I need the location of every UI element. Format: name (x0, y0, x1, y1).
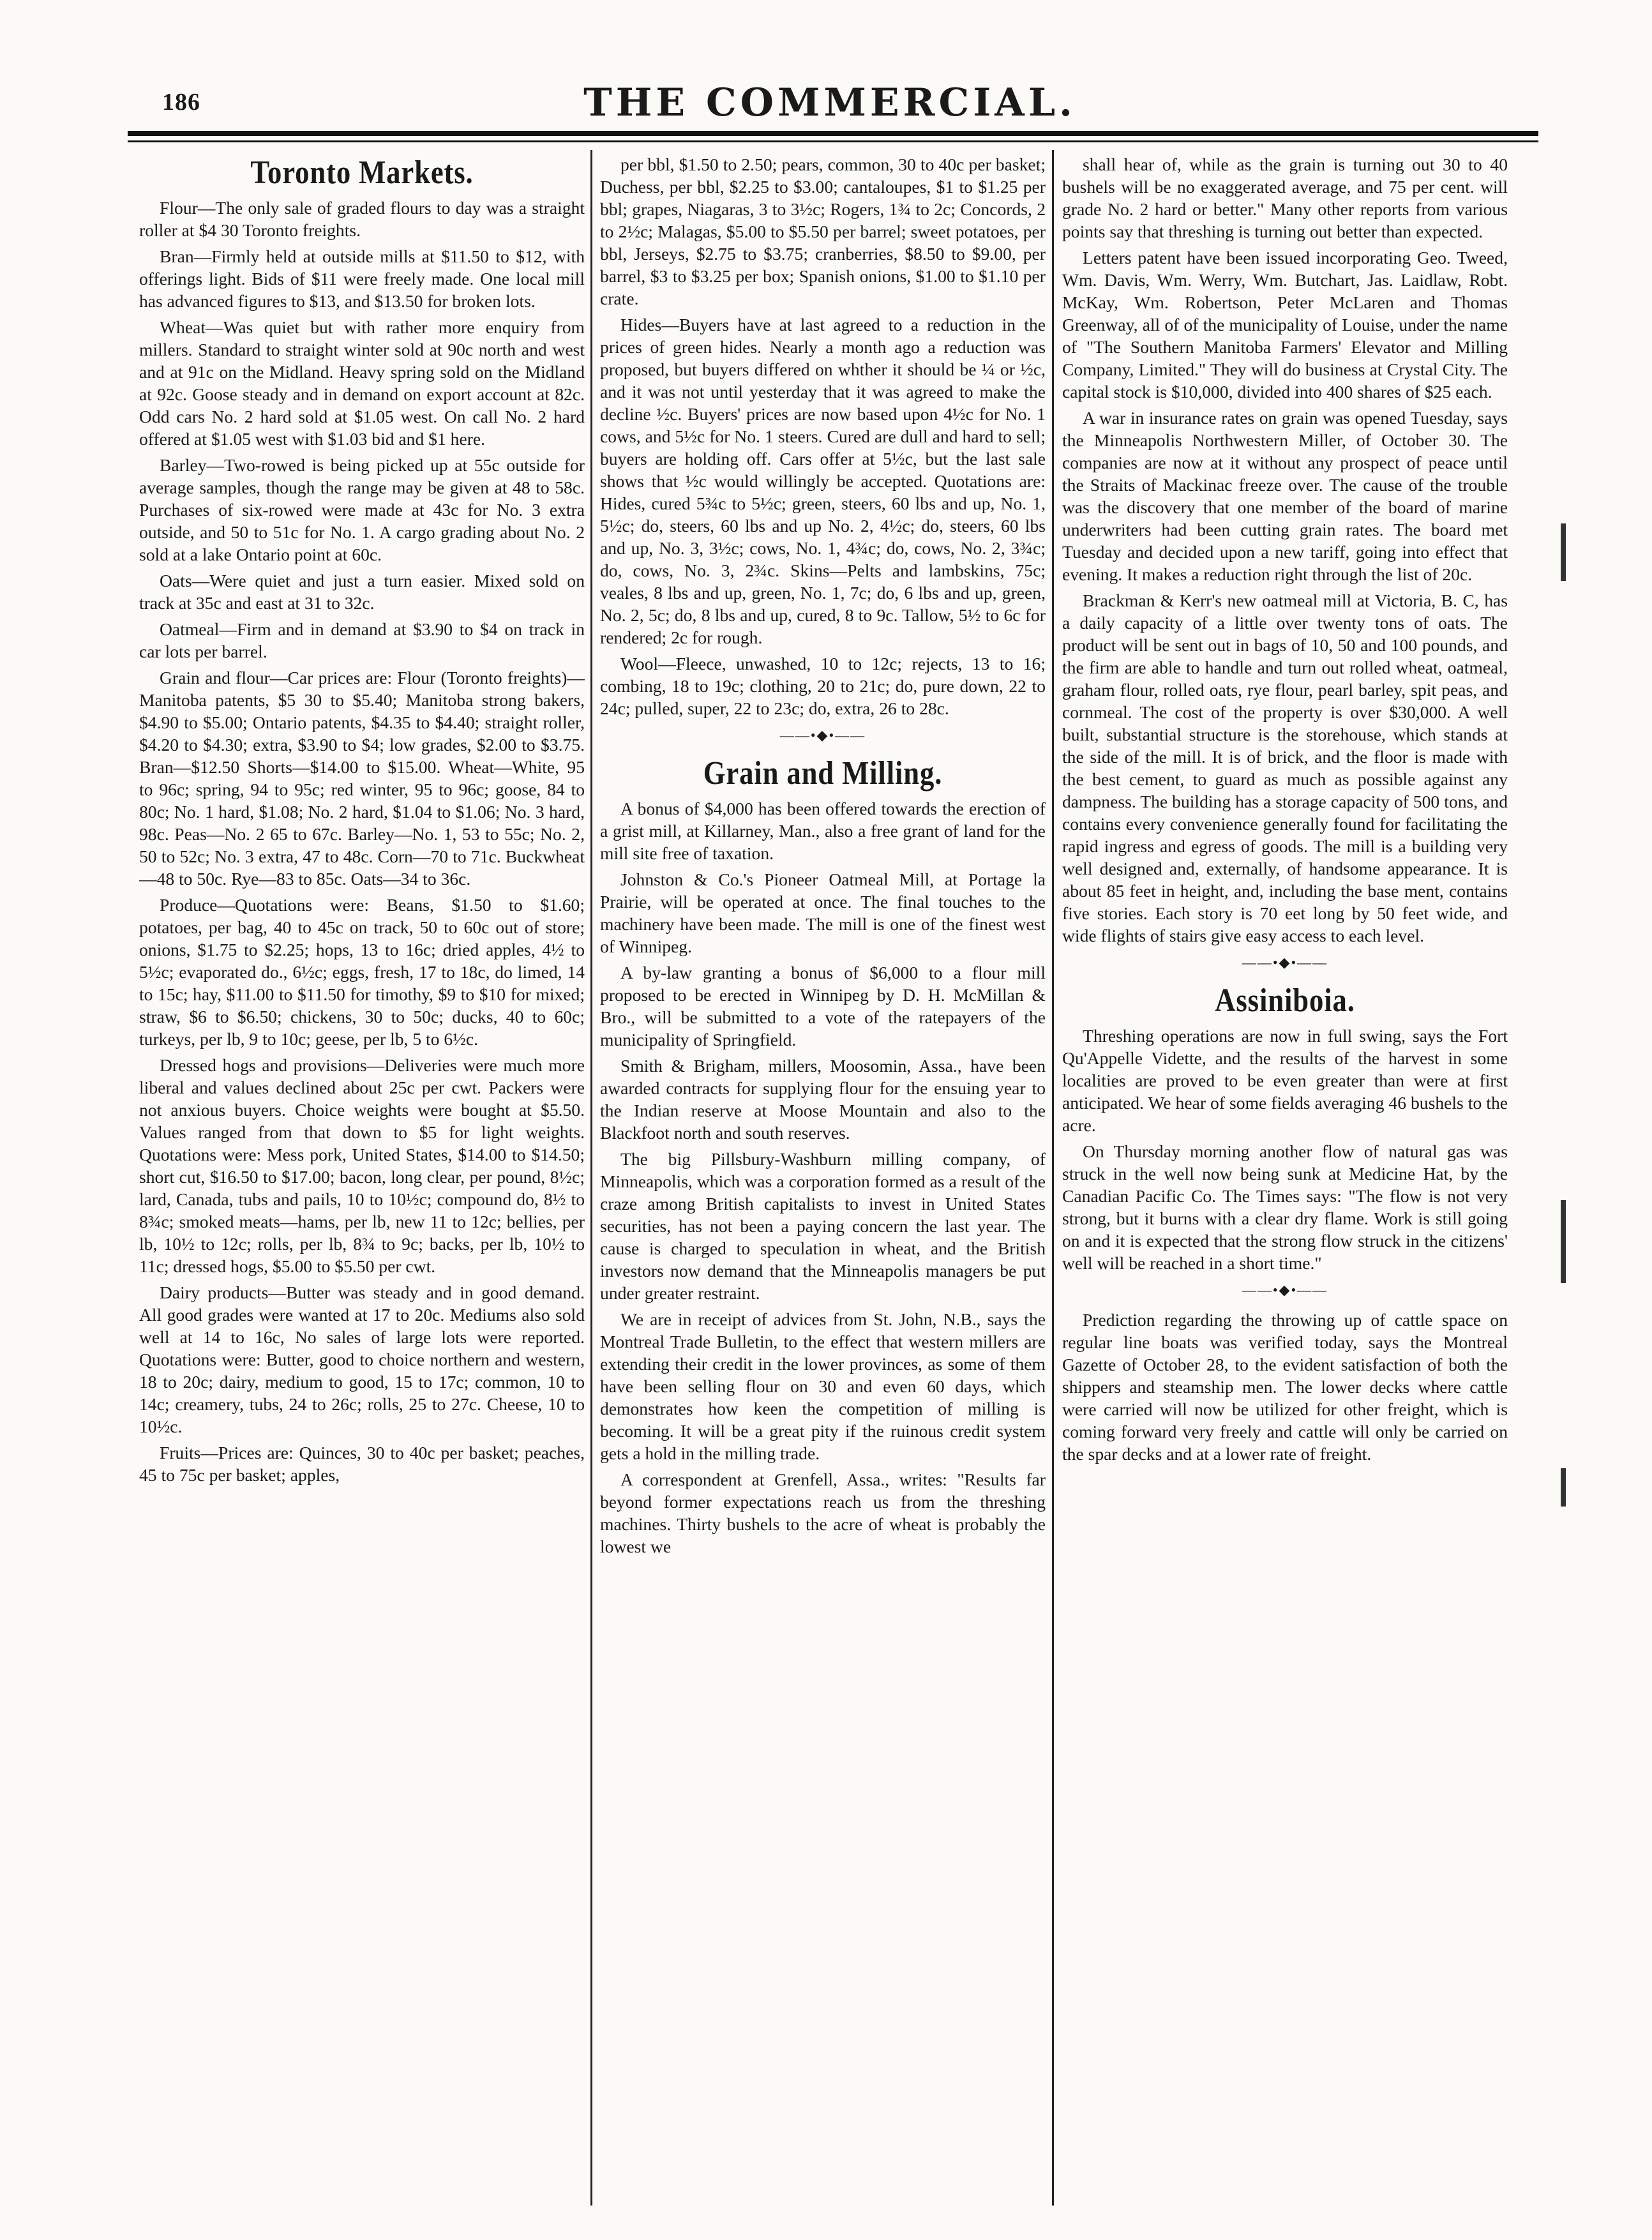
article-paragraph: Dairy products—Butter was steady and in good demand. All good grades were wanted at 17 to 20c. Mediums also sold well at 14 to 16c, No sales of large lots were reported. Quotations were: Butter, good to choice northern and western, 18 to 20c; dairy, medium to good, 15 to 17c; common, 10 to 14c; creamery, tubs, 24 to 26c; rolls, 25 to 27c. Cheese, 10 to 10½c. (139, 1282, 585, 1436)
article-paragraph: Flour—The only sale of graded flours to day was a straight roller at $4 30 Toronto freights. (139, 198, 585, 240)
article-paragraph: A by-law granting a bonus of $6,000 to a flour mill proposed to be erected in Winnipeg by D. H. McMillan & Bro., will be submitted to a vote of the ratepayers of the municipality of Springfield. (600, 963, 1046, 1049)
article-paragraph: The big Pillsbury-Washburn milling company, of Minneapolis, which was a corporation formed as a result of the craze among British capitalists to invest in United States securities, has not been a paying concern the last year. The cause is charged to speculation in wheat, and the British investors now demand that the Minneapolis managers be put under greater restraint. (600, 1149, 1046, 1303)
header-rule-thin (128, 140, 1538, 142)
scan-edge-mark (1561, 523, 1566, 581)
article-paragraph: Produce—Quotations were: Beans, $1.50 to $1.60; potatoes, per bag, 40 to 45c on track, 50 to 60c out of store; onions, $1.75 to $2.25; hops, 13 to 16c; dried apples, 4½ to 5½c; evaporated do., 6½c; eggs, fresh, 17 to 18c, do limed, 14 to 15c; hay, $11.00 to $11.50 for timothy, $9 to $10 for mixed; straw, $6 to $6.50; chickens, 30 to 50c; ducks, 40 to 60c; turkeys, per lb, 9 to 10c; geese, per lb, 5 to 6½c. (139, 895, 585, 1049)
article-paragraph: Threshing operations are now in full swing, says the Fort Qu'Appelle Vidette, and the results of the harvest in some localities are proved to be even greater than were at first anticipated. We hear of some fields averaging 46 bushels to the acre. (1062, 1026, 1508, 1135)
section-divider-ornament (1062, 1281, 1508, 1300)
article-paragraph: Wool—Fleece, unwashed, 10 to 12c; rejects, 13 to 16; combing, 18 to 19c; clothing, 20 to 21c; do, pure down, 22 to 24c; pulled, super, 22 to 23c; do, extra, 26 to 28c. (600, 654, 1046, 718)
section-heading-grain-and-milling: Grain and Milling. (703, 755, 943, 792)
column-divider-2 (1052, 150, 1054, 2206)
scan-edge-mark (1561, 1468, 1566, 1507)
article-paragraph: A war in insurance rates on grain was opened Tuesday, says the Minneapolis Northwestern Miller, of October 30. The companies are now at it without any prospect of peace until the Straits of Mackinac freeze over. The cause of the trouble was the discovery that one member of the board of marine underwriters had been cutting grain rates. The board met Tuesday and decided upon a new tariff, going into effect that evening. It makes a reduction right through the list of 20c. (1062, 408, 1508, 584)
article-paragraph: Bran—Firmly held at outside mills at $11.50 to $12, with offerings light. Bids of $11 were freely made. One local mill has advanced figures to $13, and $13.50 for broken lots. (139, 246, 585, 311)
column-3 (1062, 153, 1508, 2202)
section-heading-assiniboia: Assiniboia. (1215, 982, 1355, 1019)
article-paragraph: Johnston & Co.'s Pioneer Oatmeal Mill, at Portage la Prairie, will be operated at once. The final touches to the machinery have been made. The mill is one of the finest west of Winnipeg. (600, 869, 1046, 956)
column-2 (600, 153, 1046, 2202)
section-divider-ornament (1062, 953, 1508, 972)
article-paragraph: A correspondent at Grenfell, Assa., writes: "Results far beyond former expectations reach us from the threshing machines. Thirty bushels to the acre of wheat is probably the lowest we (600, 1470, 1046, 1556)
article-paragraph: Fruits—Prices are: Quinces, 30 to 40c per basket; peaches, 45 to 75c per basket; apples, (139, 1443, 585, 1485)
article-paragraph: Dressed hogs and provisions—Deliveries were much more liberal and values declined about 25c per cwt. Packers were not anxious buyers. Choice weights were bought at $5.50. Values ranged from that down to $5 for light weights. Quotations were: Mess pork, United States, $14.00 to $14.50; short cut, $16.50 to $17.00; bacon, long clear, per pound, 8½c; lard, Canada, tubs and pails, 10 to 10½c; compound do, 8½ to 8¾c; smoked meats—hams, per lb, new 11 to 12c; bellies, per lb, 10½ to 12c; rolls, per lb, 8¾ to 9c; backs, per lb, 10½ to 11c; dressed hogs, $5.00 to $5.50 per cwt. (139, 1055, 585, 1276)
article-paragraph: Letters patent have been issued incorporating Geo. Tweed, Wm. Davis, Wm. Werry, Wm. Butchart, Jas. Laidlaw, Robt. McKay, Wm. Robertson, Peter McLaren and Thomas Greenway, all of of the municipality of Louise, under the name of "The Southern Manitoba Farmers' Elevator and Milling Company, Limited." They will do business at Crystal City. The capital stock is $10,000, divided into 400 shares of $25 each. (1062, 248, 1508, 402)
article-paragraph: Hides—Buyers have at last agreed to a reduction in the prices of green hides. Nearly a month ago a reduction was proposed, but buyers differed on whther it should be ¼ or ½c, and it was not until yesterday that it was agreed to make the decline ½c. Buyers' prices are now based upon 4½c for No. 1 cows, and 5½c for No. 1 steers. Cured are dull and hard to sell; buyers are holding off. Cars offer at 5½c, but the last sale shows that ½c would willingly be accepted. Quotations are: Hides, cured 5¾c to 5½c; green, steers, 60 lbs and up, No. 1, 5½c; do, steers, 60 lbs and up No. 2, 4½c; do, steers, 60 lbs and up, No. 3, 3½c; cows, No. 1, 4¾c; do, cows, No. 2, 3¾c; do, cows, No. 3, 2¾c. Skins—Pelts and lambskins, 75c; veales, 8 lbs and up, green, No. 1, 7c; do, 6 lbs and up, green, No. 2, 5c; do, 8 lbs and up, cured, 8 to 9c. Tallow, 5½ to 6c for rendered; 2c for rough. (600, 315, 1046, 647)
column-divider-1 (590, 150, 592, 2206)
article-paragraph: Barley—Two-rowed is being picked up at 55c outside for average samples, though the range may be given at 48 to 58c. Purchases of six-rowed were made at 43c for No. 3 extra outside, and 50 to 51c for No. 1. A cargo grading about No. 2 sold at a lake Ontario point at 60c. (139, 455, 585, 564)
section-heading-toronto-markets: Toronto Markets. (250, 154, 474, 191)
article-paragraph: per bbl, $1.50 to 2.50; pears, common, 30 to 40c per basket; Duchess, per bbl, $2.25 to $3.00; cantaloupes, $1 to $1.25 per bbl; grapes, Niagaras, 3 to 3½c; Rogers, 1¾ to 2c; Concords, 2 to 2½c; Malagas, $5.00 to $5.50 per barrel; sweet potatoes, per bbl, Jerseys, $2.75 to $3.75; cranberries, $8.50 to $9.00, per barrel, $3 to $3.25 per box; Spanish onions, $1.00 to $1.10 per crate. (600, 154, 1046, 308)
article-paragraph: Smith & Brigham, millers, Moosomin, Assa., have been awarded contracts for supplying flour for the ensuing year to the Indian reserve at Moose Mountain and also to the Blackfoot north and south reserves. (600, 1056, 1046, 1143)
article-paragraph: Brackman & Kerr's new oatmeal mill at Victoria, B. C, has a daily capacity of a little over twenty tons of oats. The product will be sent out in bags of 10, 50 and 100 pounds, and the firm are able to handle and turn out rolled wheat, oatmeal, graham flour, rolled oats, rye flour, pearl barley, spit peas, and cornmeal. The cost of the property is over $30,000. A well built, substantial structure is the storehouse, which stands at the side of the mill. It is of brick, and the floor is made with the best cement, to guard as much as possible against any dampness. The building has a storage capacity of 500 tons, and contains every convenience generally found for facilitating the rapid ingress and egress of goods. The mill is a building very well designed and, externally, of handsome appearance. It is about 85 feet in height, and, including the base ment, contains five stories. Each story is 70 eet long by 50 feet wide, and wide flights of stairs give easy access to each level. (1062, 590, 1508, 945)
article-paragraph: A bonus of $4,000 has been offered towards the erection of a grist mill, at Killarney, Man., also a free grant of land for the mill site free of taxation. (600, 799, 1046, 863)
article-paragraph: On Thursday morning another flow of natural gas was struck in the well now being sunk at Medicine Hat, by the Canadian Pacific Co. The Times says: "The flow is not very strong, but it burns with a clear dry flame. Work is still going on and it is expected that the strong flow struck in the citizens' well will be reached in a short time." (1062, 1141, 1508, 1273)
article-paragraph: shall hear of, while as the grain is turning out 30 to 40 bushels will be no exaggerated average, and 75 per cent. will grade No. 2 hard or better." Many other reports from various points say that threshing is turning out better than expected. (1062, 154, 1508, 241)
header-rule-thick (128, 131, 1538, 136)
article-paragraph: Wheat—Was quiet but with rather more enquiry from millers. Standard to straight winter sold at 90c north and west and at 91c on the Midland. Heavy spring sold on the Midland at 92c. Goose steady and in demand on export account at 82c. Odd cars No. 2 hard sold at $1.05 west. On call No. 2 hard offered at $1.05 west with $1.03 bid and $1 here. (139, 317, 585, 449)
column-1 (139, 153, 585, 2202)
article-paragraph: Grain and flour—Car prices are: Flour (Toronto freights)—Manitoba patents, $5 30 to $5.40; Manitoba strong bakers, $4.90 to $5.00; Ontario patents, $4.35 to $4.40; straight roller, $4.20 to $4.30; extra, $3.90 to $4; low grades, $2.00 to $3.75. Bran—$12.50 Shorts—$14.00 to $15.00. Wheat—White, 95 to 96c; spring, 94 to 95c; red winter, 95 to 96c; goose, 84 to 80c; No. 1 hard, $1.08; No. 2 hard, $1.04 to $1.06; No. 3 hard, 98c. Peas—No. 2 65 to 67c. Barley—No. 1, 53 to 55c; No. 2, 50 to 52c; No. 3 extra, 47 to 48c. Corn—70 to 71c. Buckwheat—48 to 50c. Rye—83 to 85c. Oats—34 to 36c. (139, 668, 585, 889)
section-divider-ornament (600, 726, 1046, 745)
article-paragraph: Oatmeal—Firm and in demand at $3.90 to $4 on track in car lots per barrel. (139, 619, 585, 661)
masthead-title: THE COMMERCIAL. (583, 80, 1076, 125)
article-paragraph: We are in receipt of advices from St. John, N.B., says the Montreal Trade Bulletin, to the effect that western millers are extending their credit in the lower provinces, as some of them have been selling flour on 30 and even 60 days, which demonstrates how keen the competition of milling is becoming. It will be a great pity if the ruinous credit system gets a hold in the milling trade. (600, 1309, 1046, 1463)
article-paragraph: Oats—Were quiet and just a turn easier. Mixed sold on track at 35c and east at 31 to 32c. (139, 571, 585, 613)
page-number: 186 (162, 89, 200, 116)
article-paragraph: Prediction regarding the throwing up of cattle space on regular line boats was verified today, says the Montreal Gazette of October 28, to the evident satisfaction of both the shippers and steamship men. The lower decks where cattle were carried will now be utilized for other freight, which is coming forward very freely and cattle will only be carried on the spar decks and at a lower rate of freight. (1062, 1310, 1508, 1464)
scan-edge-mark (1561, 1200, 1566, 1283)
